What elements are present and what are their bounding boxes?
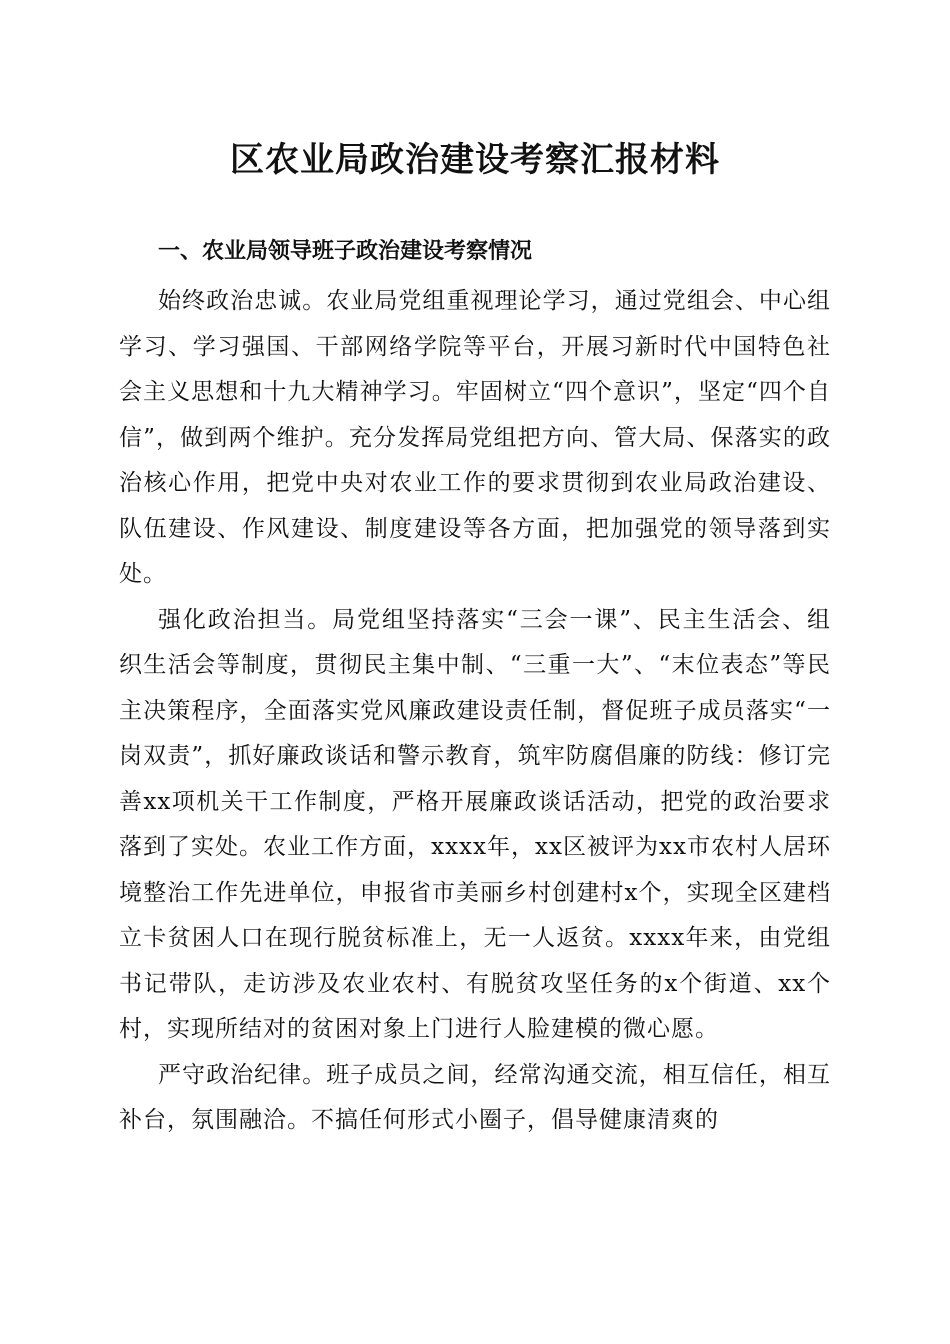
section-heading: 一、农业局领导班子政治建设考察情况 bbox=[158, 239, 533, 264]
paragraph-political-responsibility: 强化政治担当。局党组坚持落实“三会一课”、民主生活会、组织生活会等制度，贯彻民主集中制、“三重一大”、“末位表态”等民主决策程序，全面落实党风廉政建设责任制，督促班子成员落实“一岗双责”，抓好廉政谈话和警示教育，筑牢防腐倡廉的防线：修订完善xx项机关干工作制度，严格开展廉政谈话活动，把党的政治要求落到了实处。农业工作方面，xxxx年，xx区被评为xx市农村人居环境整治工作先进单位，申报省市美丽乡村创建村x个，实现全区建档立卡贫困人口在现行脱贫标准上，无一人返贫。xxxx年来，由党组书记带队，走访涉及农业农村、有脱贫攻坚任务的x个街道、xx个村，实现所结对的贫困对象上门进行人脸建模的微心愿。 bbox=[119, 606, 831, 1042]
paragraph-political-discipline: 严守政治纪律。班子成员之间，经常沟通交流，相互信任，相互补台，氛围融洽。不搞任何形式小圈子，倡导健康清爽的 bbox=[119, 1061, 831, 1133]
document-title: 区农业局政治建设考察汇报材料 bbox=[230, 140, 720, 180]
paragraph-political-loyalty: 始终政治忠诚。农业局党组重视理论学习，通过党组会、中心组学习、学习强国、干部网络学院等平台，开展习新时代中国特色社会主义思想和十九大精神学习。牢固树立“四个意识”，坚定“四个自信”，做到两个维护。充分发挥局党组把方向、管大局、保落实的政治核心作用，把党中央对农业工作的要求贯彻到农业局政治建设、队伍建设、作风建设、制度建设等各方面，把加强党的领导落到实处。 bbox=[119, 288, 831, 587]
section-body bbox=[119, 279, 831, 1144]
